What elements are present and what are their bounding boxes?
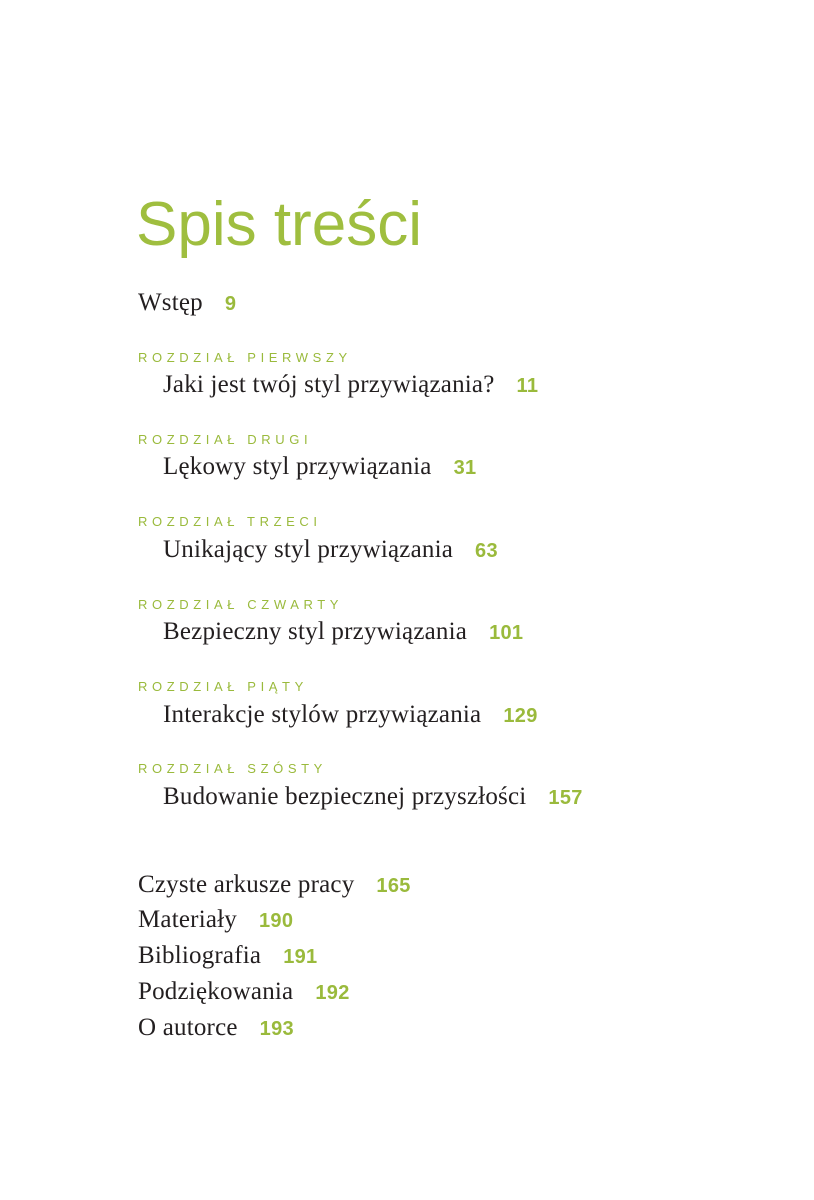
- chapter-title: Bezpieczny styl przywiązania: [163, 618, 468, 646]
- entry-title: Podziękowania: [138, 977, 294, 1005]
- page-number: 165: [376, 874, 411, 897]
- entry-title: Bibliografia: [138, 942, 262, 970]
- toc-chapter-2: [138, 432, 778, 514]
- toc-entry-acknowledgements: [138, 977, 778, 1013]
- toc-entry-materials: [138, 905, 778, 941]
- chapter-entry: [163, 535, 498, 565]
- page-number: 129: [503, 704, 538, 727]
- chapter-label: ROZDZIAŁ PIĄTY: [138, 679, 308, 695]
- chapter-title: Unikający styl przywiązania: [163, 535, 454, 563]
- chapter-title: Budowanie bezpiecznej przyszłości: [163, 782, 527, 810]
- entry-title: O autorce: [138, 1013, 238, 1041]
- chapter-label: ROZDZIAŁ PIERWSZY: [138, 349, 352, 365]
- page-number: 191: [283, 946, 318, 969]
- chapter-list: [138, 350, 778, 844]
- toc-entry-about-author: [138, 1013, 778, 1049]
- toc-entry-bibliography: [138, 941, 778, 977]
- page-number: 193: [259, 1017, 294, 1040]
- chapter-entry: [163, 617, 523, 647]
- page-number: 190: [258, 910, 294, 933]
- chapter-title: Interakcje stylów przywiązania: [163, 700, 482, 728]
- entry-title: Czyste arkusze pracy: [138, 870, 355, 898]
- toc-chapter-3: [138, 514, 778, 596]
- toc-entry-worksheets: [138, 870, 778, 906]
- chapter-label: ROZDZIAŁ SZÓSTY: [138, 761, 327, 777]
- toc-chapter-1: [138, 350, 778, 432]
- page-number: 31: [453, 457, 477, 480]
- toc-chapter-5: [138, 679, 778, 761]
- chapter-label: ROZDZIAŁ DRUGI: [138, 431, 313, 447]
- chapter-label: ROZDZIAŁ CZWARTY: [138, 596, 344, 612]
- toc-chapter-4: [138, 597, 778, 679]
- page-number: 192: [315, 981, 350, 1004]
- chapter-title: Jaki jest twój styl przywiązania?: [163, 371, 495, 398]
- chapter-label: ROZDZIAŁ TRZECI: [138, 514, 322, 530]
- chapter-entry: [163, 370, 538, 400]
- page-title: Spis treści: [136, 190, 422, 259]
- back-matter-list: [138, 870, 778, 1049]
- toc-chapter-6: [138, 761, 778, 843]
- entry-title: Materiały: [138, 906, 237, 934]
- page-number: 157: [548, 786, 583, 809]
- chapter-entry: [163, 782, 583, 812]
- page-number: 11: [516, 375, 539, 397]
- entry-title: Wstęp: [138, 289, 203, 316]
- page-number: 101: [489, 622, 524, 645]
- chapter-entry: [163, 700, 538, 730]
- chapter-entry: [163, 452, 476, 482]
- toc-entry-intro: [138, 288, 236, 318]
- page-number: 9: [224, 293, 237, 315]
- page-number: 63: [475, 539, 498, 562]
- chapter-title: Lękowy styl przywiązania: [163, 453, 432, 481]
